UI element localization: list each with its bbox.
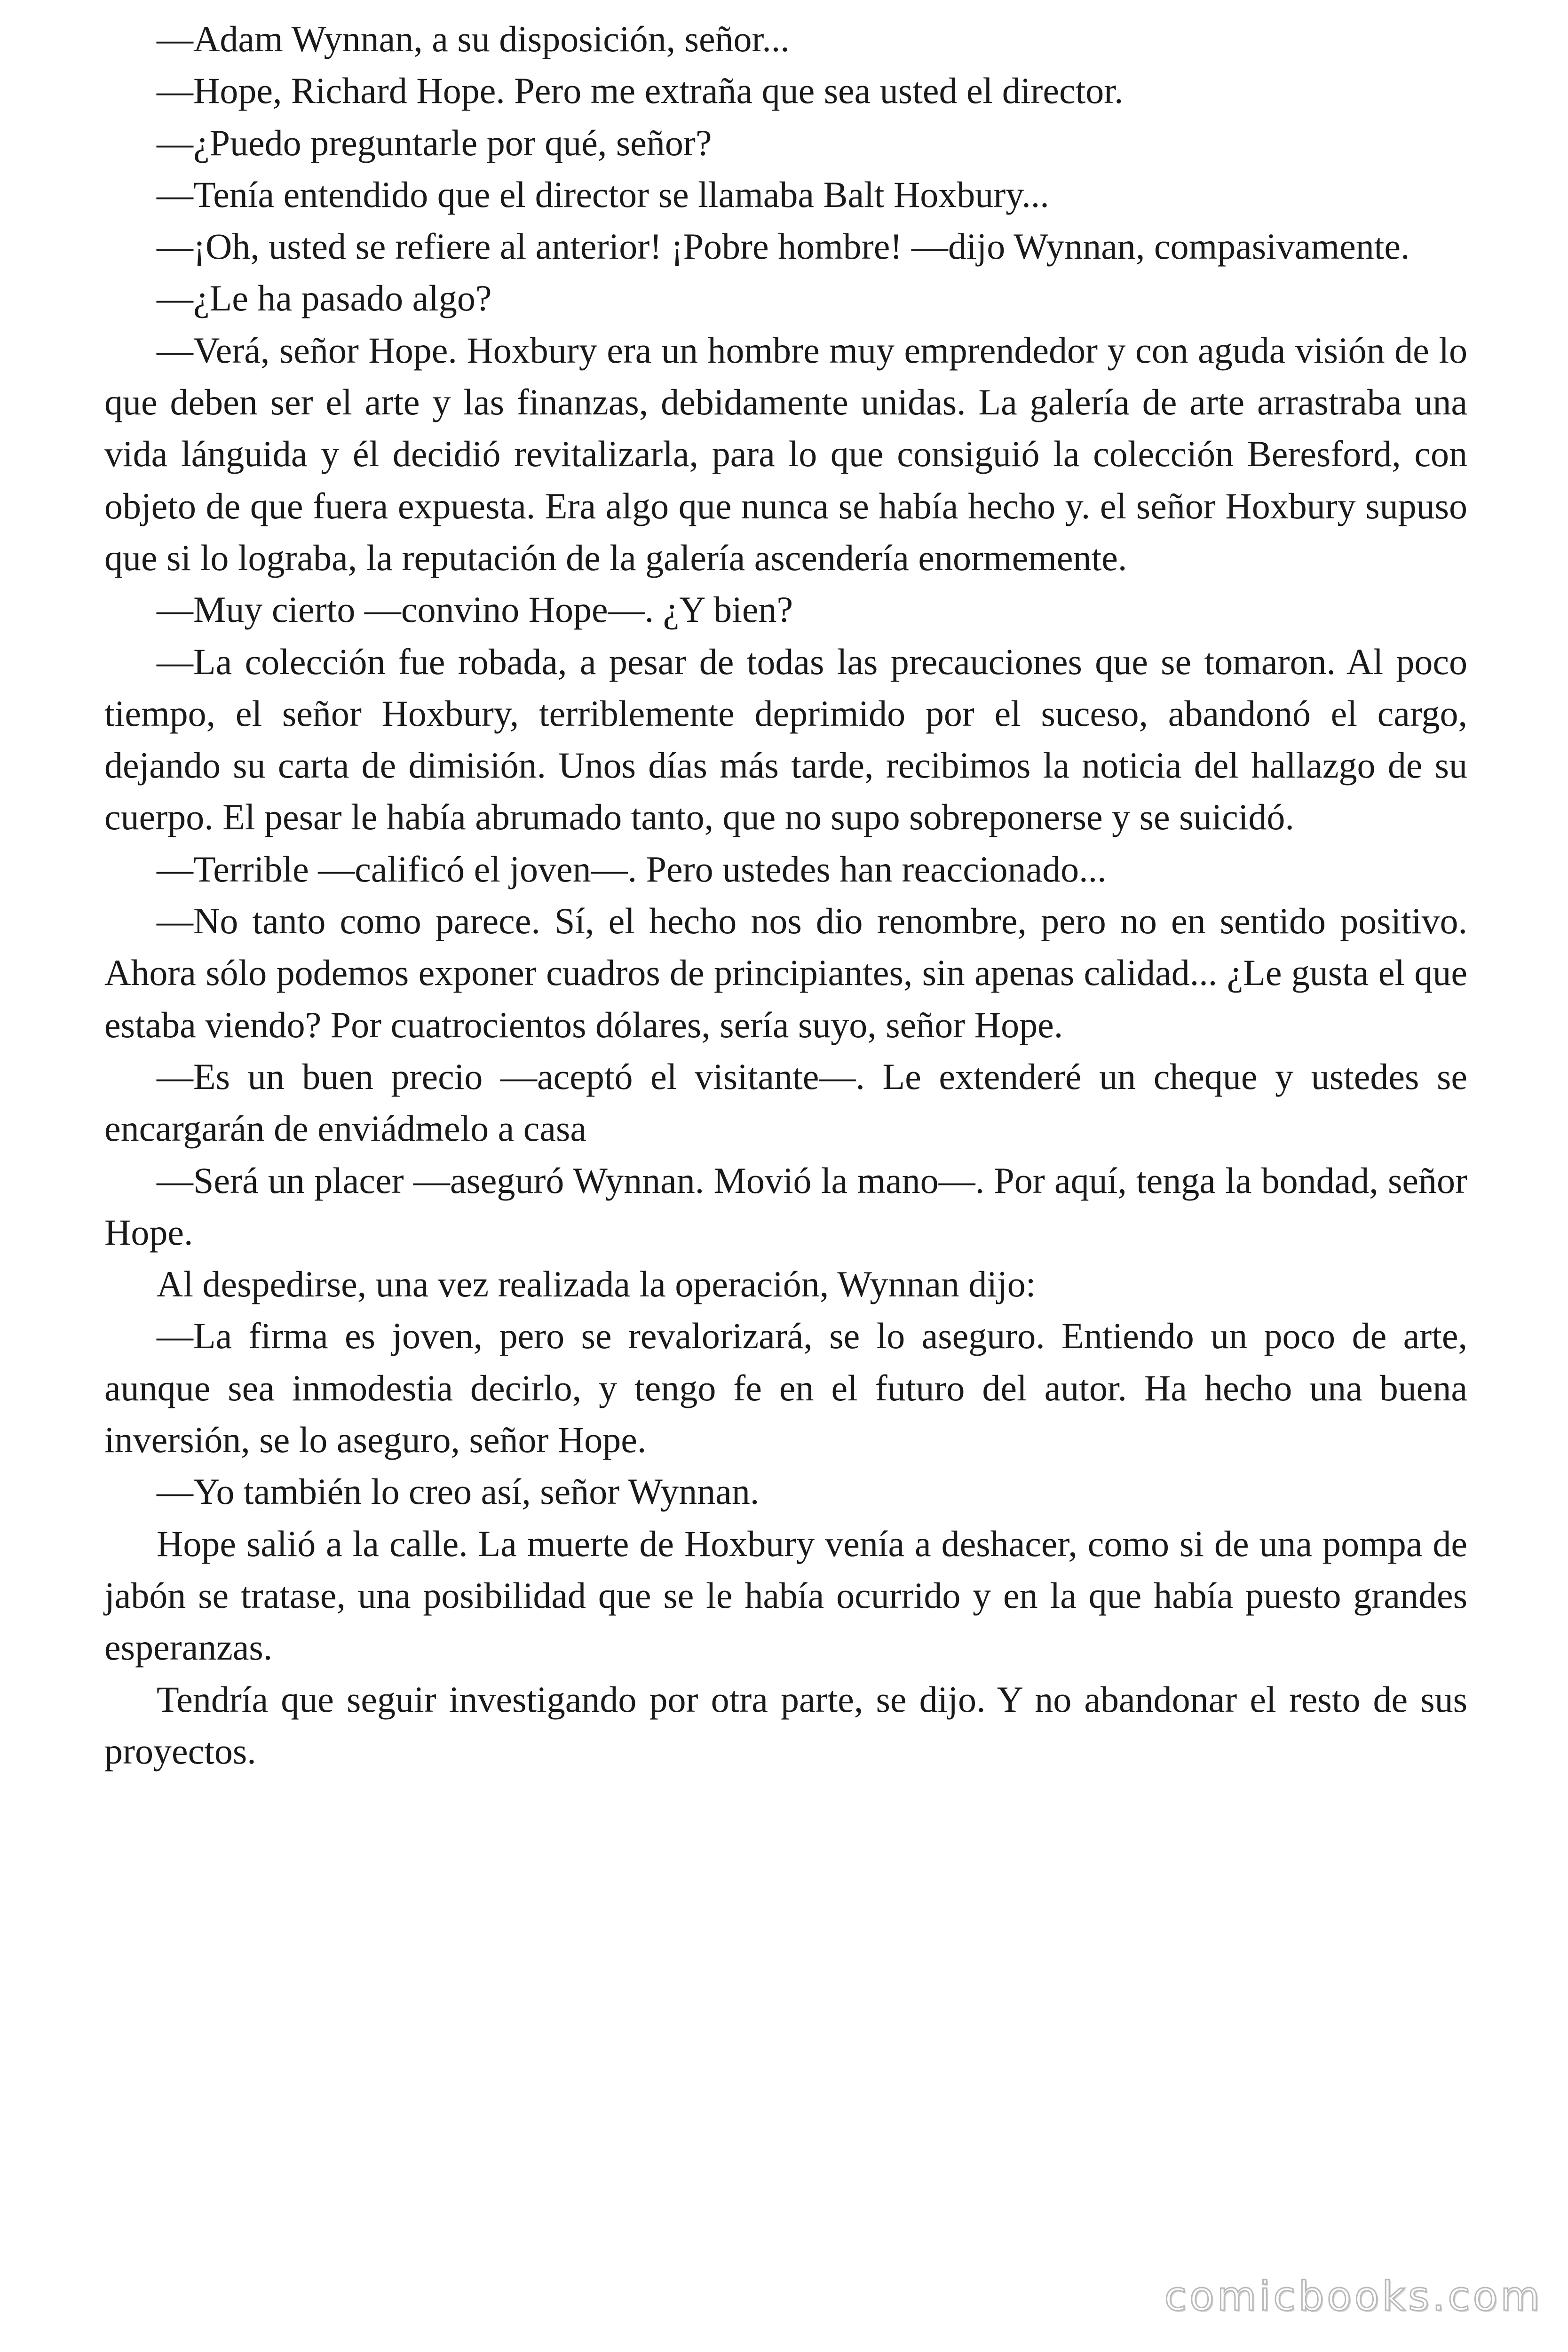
paragraph: Tendría que seguir investigando por otra parte, se dijo. Y no abandonar el resto de sus proyectos. (104, 1678, 1467, 1772)
paragraph: Al despedirse, una vez realizada la operación, Wynnan dijo: (157, 1263, 1036, 1305)
paragraph: —Yo también lo creo así, señor Wynnan. (157, 1471, 760, 1512)
paragraph: —Tenía entendido que el director se llamaba Balt Hoxbury... (157, 174, 1049, 215)
paragraph: —No tanto como parece. Sí, el hecho nos dio renombre, pero no en sentido positivo. Ahora sólo podemos exponer cuadros de principiantes, sin apenas calidad... ¿Le gusta el que estaba viendo? Por cuatrocientos dólares, sería suyo, señor Hope. (104, 900, 1467, 1045)
paragraph: —Muy cierto —convino Hope—. ¿Y bien? (157, 589, 793, 630)
paragraph: —La firma es joven, pero se revalorizará, se lo aseguro. Entiendo un poco de arte, aunque sea inmodestia decirlo, y tengo fe en el futuro del autor. Ha hecho una buena inversión, se lo aseguro, señor Hope. (104, 1315, 1467, 1461)
paragraph: —¿Le ha pasado algo? (157, 278, 492, 319)
paragraph: —¿Puedo preguntarle por qué, señor? (157, 122, 712, 163)
paragraph: —Terrible —calificó el joven—. Pero ustedes han reaccionado... (157, 848, 1107, 890)
paragraph: —Adam Wynnan, a su disposición, señor... (157, 18, 790, 59)
paragraph: —La colección fue robada, a pesar de todas las precauciones que se tomaron. Al poco tiempo, el señor Hoxbury, terriblemente deprimido por el suceso, abandonó el cargo, dejando su carta de dimisión. Unos días más tarde, recibimos la noticia del hallazgo de su cuerpo. El pesar le había abrumado tanto, que no supo sobreponerse y se suicidó. (104, 641, 1467, 838)
paragraph: —Verá, señor Hope. Hoxbury era un hombre muy emprendedor y con aguda visión de lo que deben ser el arte y las finanzas, debidamente unidas. La galería de arte arrastraba una vida lánguida y él decidió revitalizarla, para lo que consiguió la colección Beresford, con objeto de que fuera expuesta. Era algo que nunca se había hecho y. el señor Hoxbury supuso que si lo lograba, la reputación de la galería ascendería enormemente. (104, 329, 1467, 578)
watermark: comicbooks.com (1164, 2273, 1543, 2320)
body-text (104, 13, 1467, 1777)
paragraph: Hope salió a la calle. La muerte de Hoxbury venía a deshacer, como si de una pompa de jabón se tratase, una posibilidad que se le había ocurrido y en la que había puesto grandes esperanzas. (104, 1523, 1467, 1668)
paragraph: —Será un placer —aseguró Wynnan. Movió la mano—. Por aquí, tenga la bondad, señor Hope. (104, 1160, 1467, 1253)
paragraph: —Es un buen precio —aceptó el visitante—. Le extenderé un cheque y ustedes se encargarán de enviádmelo a casa (104, 1056, 1467, 1149)
paragraph: —¡Oh, usted se refiere al anterior! ¡Pobre hombre! —dijo Wynnan, compasivamente. (157, 226, 1410, 267)
paragraph: —Hope, Richard Hope. Pero me extraña que sea usted el director. (157, 70, 1124, 111)
